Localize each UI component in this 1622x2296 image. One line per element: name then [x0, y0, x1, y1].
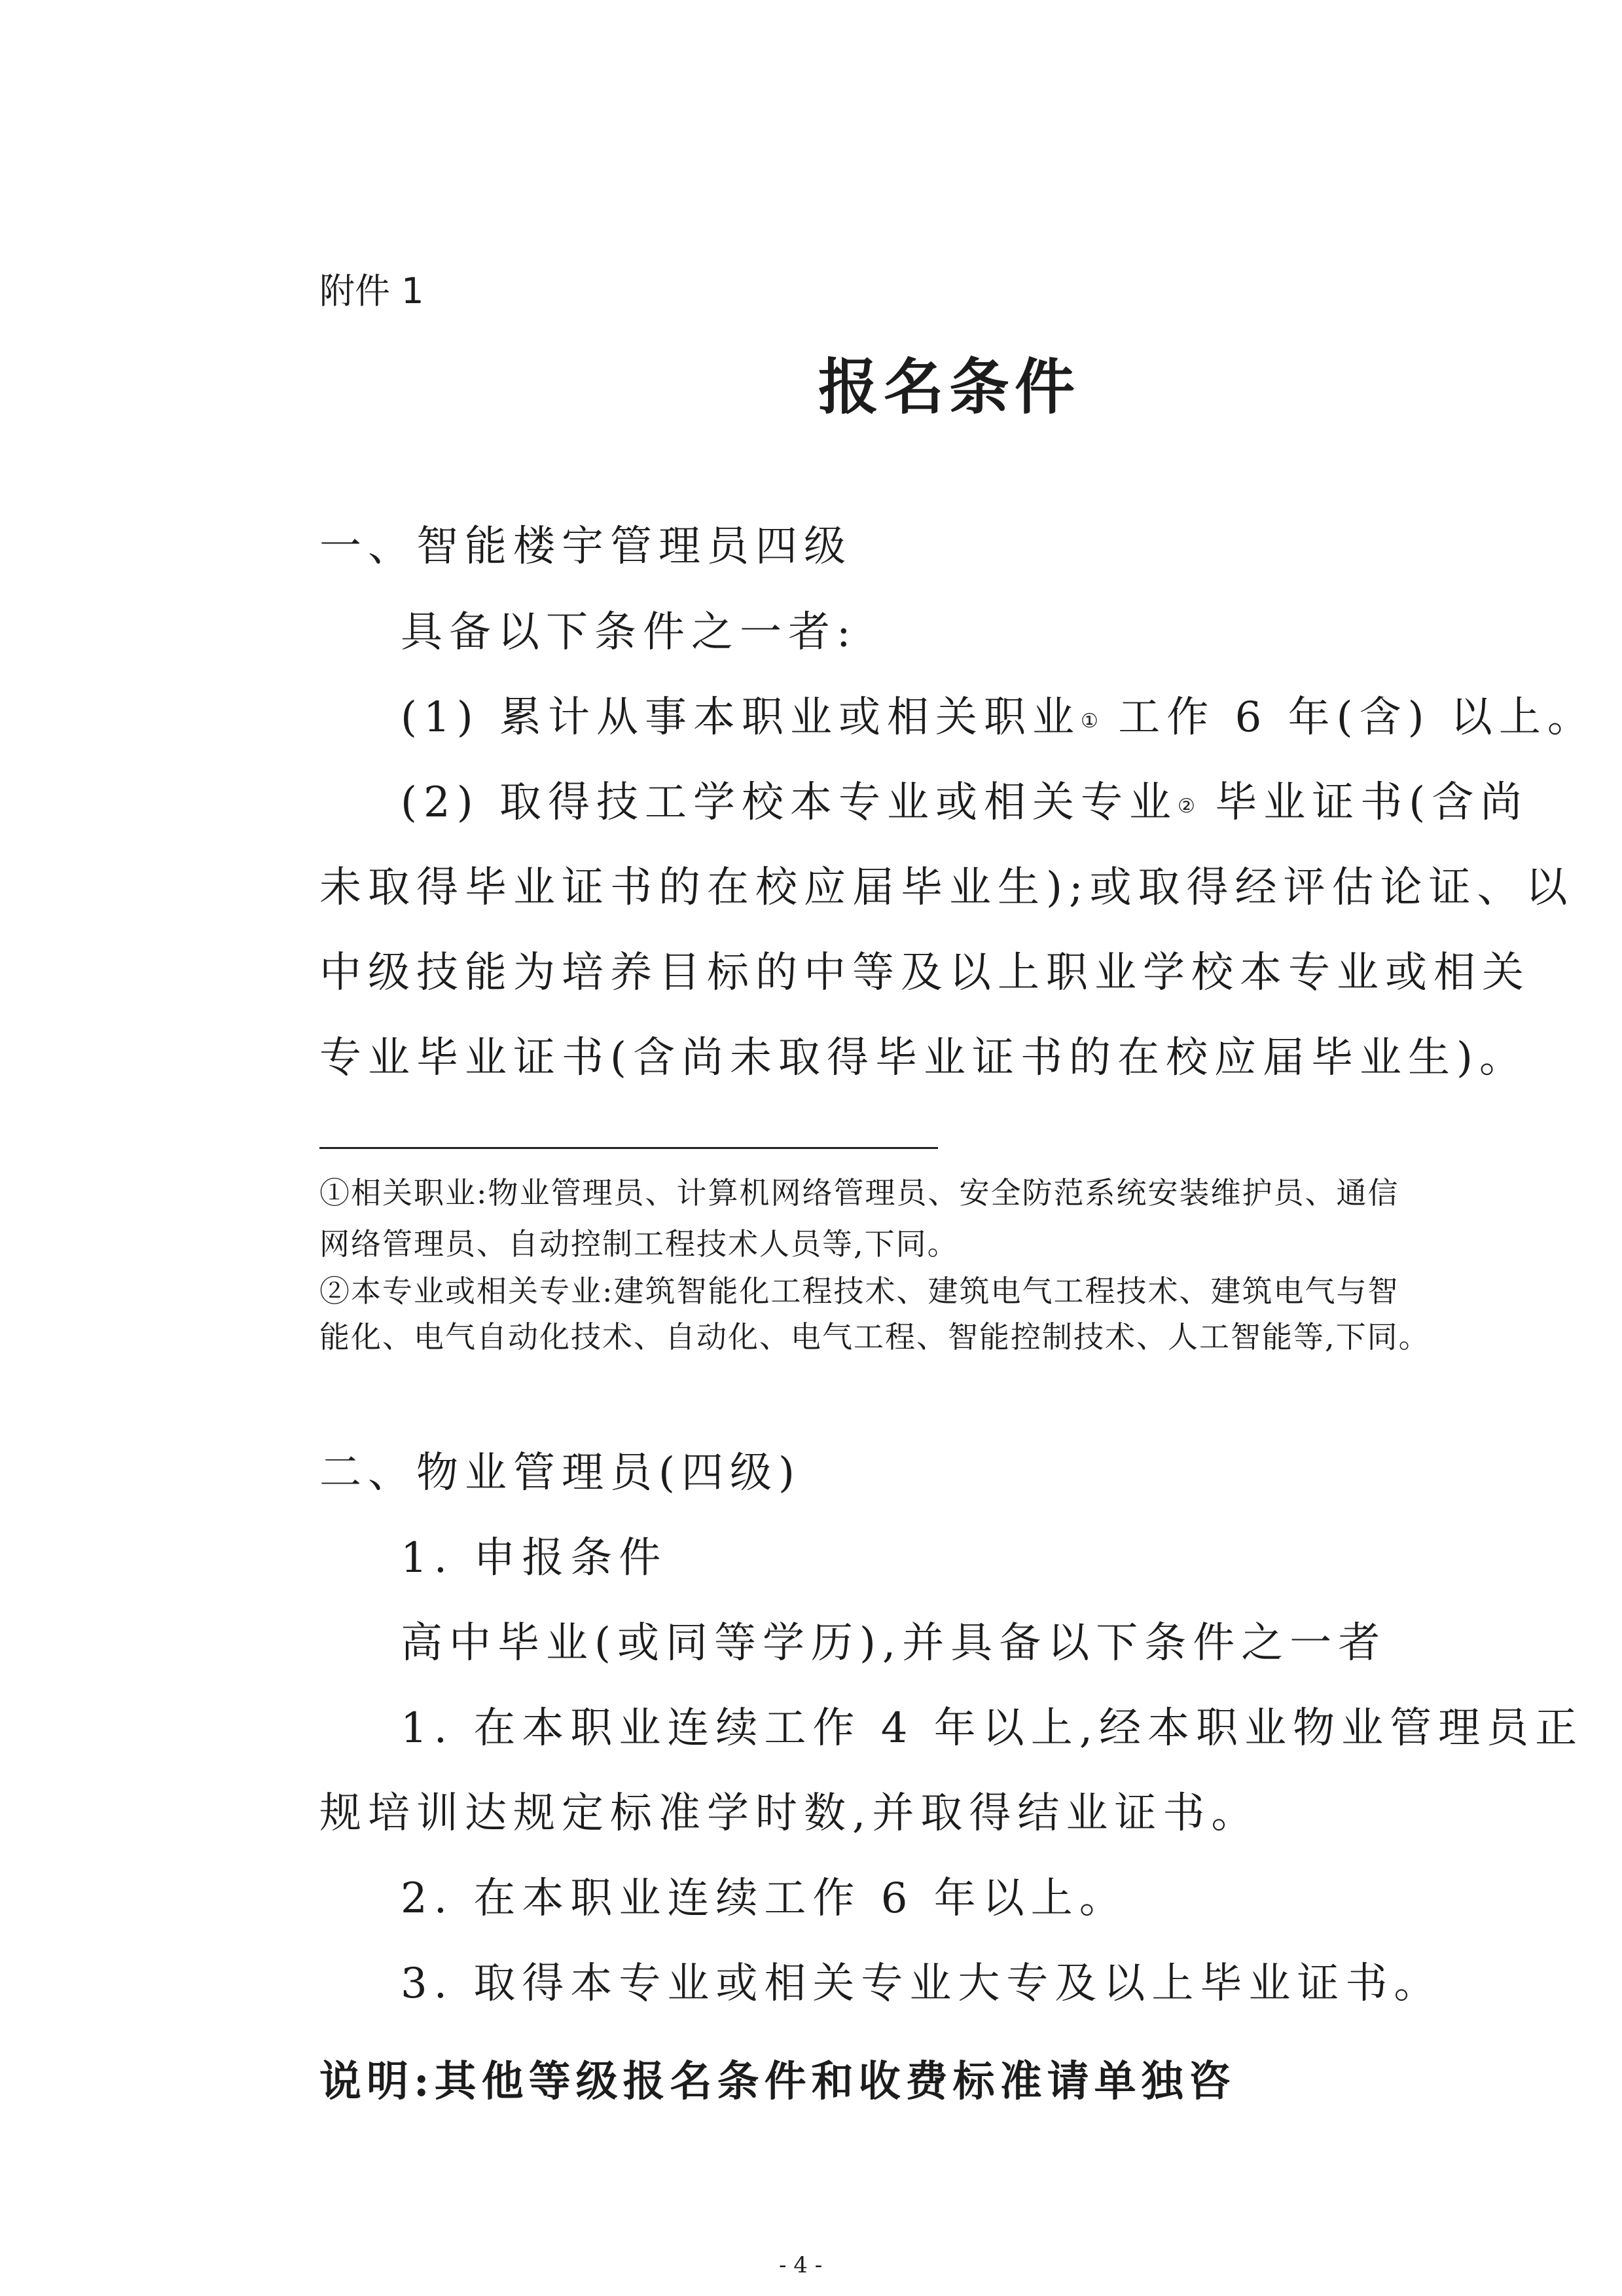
section2-condition2: 2. 在本职业连续工作 6 年以上。 [401, 1874, 1128, 1923]
section2-condition3: 3. 取得本专业或相关专业大专及以上毕业证书。 [401, 1959, 1443, 2008]
section1-item2 [401, 776, 1528, 833]
explanation-note: 说明:其他等级报名条件和收费标准请单独咨 [319, 2057, 1236, 2106]
section1-item2-line2: 未取得毕业证书的在校应届毕业生);或取得经评估论证、以 [319, 864, 1574, 912]
section1-item2-line3: 中级技能为培养目标的中等及以上职业学校本专业或相关 [319, 949, 1530, 997]
attachment-label: 附件 1 [319, 270, 424, 312]
section1-item1 [401, 691, 1596, 748]
section2-intro: 高中毕业(或同等学历),并具备以下条件之一者 [401, 1619, 1387, 1667]
section2-subheading: 1. 申报条件 [401, 1534, 668, 1582]
footnote-ref-1: ① [1081, 710, 1098, 733]
item1-tail: 工作 6 年(含) 以上。 [1098, 693, 1596, 742]
item1-text: (1) 累计从事本职业或相关职业 [401, 693, 1081, 742]
footnote-ref-2: ② [1178, 795, 1195, 818]
section1-intro: 具备以下条件之一者: [401, 608, 857, 657]
footnote-1-line2: 网络管理员、自动控制工程技术人员等,下同。 [319, 1226, 959, 1262]
section1-item2-line4: 专业毕业证书(含尚未取得毕业证书的在校应届毕业生)。 [319, 1034, 1528, 1082]
section1-heading: 一、智能楼宇管理员四级 [319, 522, 852, 571]
section2-condition1-line1: 1. 在本职业连续工作 4 年以上,经本职业物业管理员正 [401, 1704, 1584, 1753]
page-title: 报名条件 [818, 352, 1081, 422]
page-number: - 4 - [779, 2252, 823, 2278]
footnote-2-line1: ②本专业或相关专业:建筑智能化工程技术、建筑电气工程技术、建筑电气与智 [319, 1273, 1399, 1309]
item2-tail: 毕业证书(含尚 [1195, 778, 1529, 827]
section2-condition1-line2: 规培训达规定标准学时数,并取得结业证书。 [319, 1789, 1260, 1838]
footnote-1-line1: ①相关职业:物业管理员、计算机网络管理员、安全防范系统安装维护员、通信 [319, 1175, 1399, 1211]
section2-heading: 二、物业管理员(四级) [319, 1449, 801, 1497]
item2-text: (2) 取得技工学校本专业或相关专业 [401, 778, 1178, 827]
footnote-divider [319, 1147, 938, 1149]
footnote-2-line2: 能化、电气自动化技术、自动化、电气工程、智能控制技术、人工智能等,下同。 [319, 1319, 1430, 1355]
